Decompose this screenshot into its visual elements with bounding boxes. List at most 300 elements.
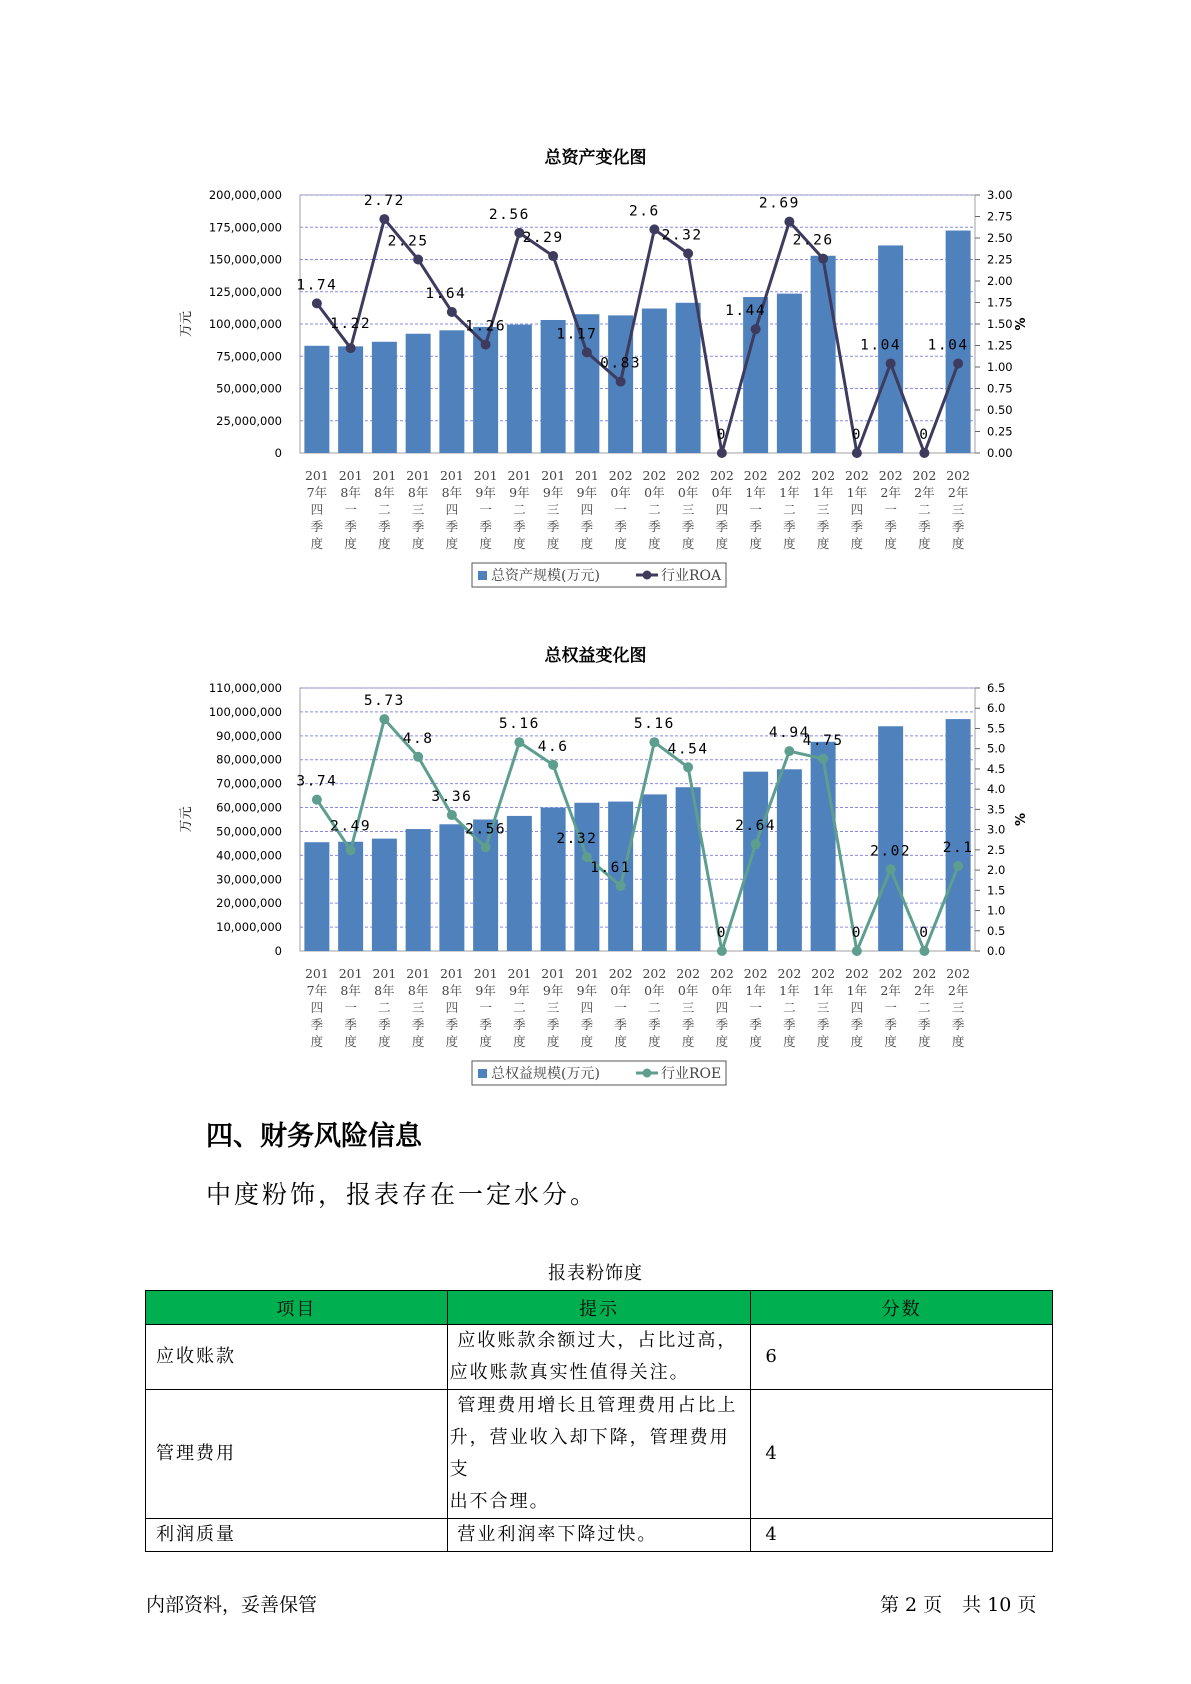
x-tick-label: 度 (681, 536, 695, 551)
bar (608, 802, 633, 951)
x-tick-label: 1年 (812, 983, 834, 998)
bar (878, 726, 903, 951)
legend-bar-swatch (478, 571, 487, 580)
hint-line: 出不合理。 (449, 1491, 550, 1512)
x-tick-label: 四 (715, 502, 729, 517)
legend-line-marker (643, 571, 652, 580)
page-prefix: 第 (880, 1594, 900, 1616)
x-tick-label: 202 (811, 468, 836, 483)
x-tick-label: 一 (344, 1000, 357, 1015)
x-tick-label: 度 (344, 1034, 357, 1049)
x-tick-label: 二 (378, 1000, 391, 1015)
row-hint (447, 1325, 751, 1390)
y2-tick-label: 0.5 (987, 923, 1006, 938)
x-tick-label: 四 (715, 1000, 729, 1015)
line-point (413, 752, 423, 762)
x-tick-label: 201 (541, 468, 566, 483)
x-tick-label: 201 (338, 468, 363, 483)
x-tick-label: 201 (574, 966, 599, 981)
x-tick-label: 度 (411, 1034, 425, 1049)
table-row (146, 1519, 1053, 1552)
x-tick-label: 度 (749, 1034, 762, 1049)
x-tick-label: 季 (749, 519, 762, 534)
x-tick-label: 季 (479, 519, 492, 534)
data-label: 0 (919, 925, 930, 941)
header-item: 项目 (146, 1291, 448, 1325)
x-tick-label: 1年 (846, 485, 868, 500)
x-tick-label: 季 (648, 1017, 661, 1032)
section-text: 中度粉饰，报表存在一定水分。 (206, 1180, 599, 1209)
x-tick-label: 度 (378, 536, 391, 551)
data-label: 2.56 (465, 821, 507, 838)
y-tick-label: 0 (274, 446, 282, 460)
data-label: 1.04 (860, 337, 902, 354)
y-tick-label: 200,000,000 (208, 188, 282, 202)
header-hint: 提示 (447, 1291, 751, 1325)
x-tick-label: 0年 (711, 485, 733, 500)
x-tick-label: 9年 (542, 983, 564, 998)
x-tick-label: 0年 (644, 983, 665, 998)
table-row (146, 1325, 1053, 1390)
line-point (649, 737, 659, 747)
x-tick-label: 季 (951, 519, 965, 534)
x-tick-label: 9年 (475, 485, 496, 500)
bar (811, 742, 836, 951)
x-tick-label: 二 (513, 1000, 526, 1015)
row-hint (447, 1519, 751, 1552)
x-tick-label: 四 (310, 502, 324, 517)
x-tick-label: 季 (783, 1017, 796, 1032)
data-label: 3.74 (296, 773, 338, 790)
x-tick-label: 三 (951, 502, 965, 517)
y2-tick-label: 1.50 (987, 317, 1013, 331)
x-tick-label: 四 (445, 502, 459, 517)
legend-bar-label: 总权益规模(万元) (491, 1066, 600, 1082)
bar (574, 803, 599, 951)
data-label: 2.25 (387, 233, 429, 250)
data-label: 1.64 (425, 285, 467, 302)
y-tick-label: 10,000,000 (216, 920, 282, 935)
y-tick-label: 125,000,000 (208, 284, 282, 299)
data-label: 0 (851, 427, 862, 443)
x-tick-label: 201 (372, 468, 397, 483)
x-tick-label: 202 (912, 966, 937, 981)
data-label: 0 (716, 925, 727, 941)
line-point (784, 217, 794, 227)
legend-bar-label: 总资产规模(万元) (491, 568, 600, 584)
row-score: 4 (751, 1390, 1053, 1519)
data-label: 0.83 (600, 355, 642, 372)
x-tick-label: 8年 (340, 983, 361, 998)
x-tick-label: 季 (681, 519, 695, 534)
x-tick-label: 季 (378, 1017, 391, 1032)
x-tick-label: 度 (513, 1034, 526, 1049)
x-tick-label: 8年 (407, 983, 429, 998)
x-tick-label: 季 (546, 1017, 560, 1032)
x-tick-label: 度 (918, 1034, 931, 1049)
x-tick-label: 201 (507, 966, 532, 981)
line-point (312, 298, 322, 308)
x-tick-label: 1年 (745, 983, 766, 998)
y2-tick-label: 0.00 (987, 446, 1013, 460)
x-tick-label: 一 (344, 502, 357, 517)
x-tick-label: 201 (574, 468, 599, 483)
y2-tick-label: 2.50 (987, 231, 1013, 245)
page-num: 2 (905, 1594, 918, 1616)
x-tick-label: 0年 (677, 983, 699, 998)
x-tick-label: 度 (310, 536, 324, 551)
bar (676, 303, 701, 453)
x-tick-label: 201 (406, 468, 431, 483)
line-point (953, 861, 963, 871)
x-tick-label: 1年 (846, 983, 868, 998)
x-tick-label: 202 (844, 468, 869, 483)
x-tick-label: 度 (783, 536, 796, 551)
x-tick-label: 季 (411, 519, 425, 534)
x-tick-label: 四 (445, 1000, 459, 1015)
x-tick-label: 二 (648, 1000, 661, 1015)
bar (304, 842, 329, 951)
x-tick-label: 2年 (914, 983, 935, 998)
data-label: 2.29 (522, 230, 564, 247)
x-tick-label: 季 (648, 519, 661, 534)
bar (372, 839, 397, 951)
x-tick-label: 2年 (914, 485, 935, 500)
chart-total-assets (0, 140, 1191, 590)
x-tick-label: 度 (310, 1034, 324, 1049)
x-tick-label: 8年 (340, 485, 361, 500)
x-tick-label: 季 (344, 519, 357, 534)
line-point (852, 448, 862, 458)
legend-line-marker (643, 1069, 652, 1078)
bar (507, 816, 532, 951)
x-tick-label: 季 (445, 1017, 459, 1032)
risk-table (145, 1290, 1053, 1552)
x-tick-label: 度 (614, 1034, 627, 1049)
data-label: 2.56 (488, 206, 530, 223)
x-tick-label: 8年 (441, 485, 463, 500)
y2-tick-label: 2.5 (987, 842, 1006, 857)
hint-line: 营业利润率下降过快。 (449, 1524, 658, 1545)
x-tick-label: 201 (338, 966, 363, 981)
table-header-row (146, 1291, 1053, 1325)
chart-title-total-equity: 总权益变化图 (544, 646, 647, 666)
line-point (886, 359, 896, 369)
row-score: 6 (751, 1325, 1053, 1390)
x-tick-label: 度 (749, 536, 762, 551)
data-label: 5.16 (633, 716, 675, 733)
y2-tick-label: 2.75 (987, 209, 1013, 224)
y-tick-label: 70,000,000 (216, 776, 282, 791)
page-word: 页 (923, 1594, 943, 1616)
y2-tick-label: 3.00 (987, 188, 1013, 202)
x-tick-label: 202 (608, 468, 633, 483)
x-tick-label: 季 (310, 1017, 324, 1032)
x-tick-label: 一 (614, 502, 627, 517)
line-point (514, 737, 524, 747)
x-tick-label: 201 (473, 966, 498, 981)
x-tick-label: 四 (850, 502, 864, 517)
chart-title-total-assets: 总资产变化图 (544, 148, 647, 168)
bar (777, 769, 802, 951)
x-tick-label: 一 (749, 1000, 762, 1015)
data-label: 0 (919, 427, 930, 443)
x-tick-label: 1年 (779, 983, 800, 998)
y-tick-label: 150,000,000 (208, 252, 282, 267)
x-tick-label: 201 (439, 966, 464, 981)
y2-tick-label: 1.5 (987, 883, 1006, 898)
total-prefix: 共 (962, 1594, 982, 1616)
x-tick-label: 202 (946, 966, 971, 981)
x-tick-label: 2年 (880, 983, 901, 998)
y2-tick-label: 4.0 (987, 782, 1006, 797)
line-point (447, 810, 457, 820)
x-tick-label: 202 (743, 468, 768, 483)
bar (507, 325, 532, 453)
x-tick-label: 季 (378, 519, 391, 534)
data-label: 2.32 (661, 227, 703, 244)
y-tick-label: 30,000,000 (216, 872, 282, 887)
y2-tick-label: 3.5 (987, 802, 1006, 817)
legend-line-label: 行业ROE (661, 1066, 722, 1082)
x-tick-label: 季 (816, 1017, 830, 1032)
x-tick-label: 202 (844, 966, 869, 981)
y2-tick-label: 0.50 (987, 403, 1013, 417)
x-tick-label: 季 (850, 1017, 864, 1032)
x-tick-label: 202 (642, 966, 667, 981)
bar (338, 842, 363, 951)
bar (946, 719, 971, 951)
x-tick-label: 度 (850, 536, 864, 551)
x-tick-label: 三 (816, 502, 830, 517)
y2-tick-label: 6.5 (987, 681, 1006, 695)
y2-axis-title: % (1014, 812, 1029, 827)
y2-tick-label: 1.75 (987, 295, 1013, 310)
x-tick-label: 度 (850, 1034, 864, 1049)
data-label: 0 (851, 925, 862, 941)
line-point (649, 224, 659, 234)
x-tick-label: 9年 (509, 983, 530, 998)
x-tick-label: 季 (715, 1017, 729, 1032)
bar (743, 772, 768, 951)
y-tick-label: 175,000,000 (208, 220, 282, 235)
x-tick-label: 季 (749, 1017, 762, 1032)
chart-total-equity (0, 638, 1191, 1098)
data-label: 2.69 (758, 195, 800, 212)
footer-page-number (880, 1590, 1042, 1617)
x-tick-label: 202 (777, 966, 802, 981)
line-point (379, 714, 389, 724)
line-point (379, 214, 389, 224)
x-tick-label: 201 (304, 468, 329, 483)
section-heading: 四、财务风险信息 (206, 1121, 422, 1152)
x-tick-label: 度 (648, 1034, 661, 1049)
x-tick-label: 三 (681, 502, 695, 517)
line-point (919, 946, 929, 956)
bar (406, 334, 431, 453)
data-label: 1.17 (556, 326, 598, 343)
bar (642, 309, 667, 453)
x-tick-label: 季 (580, 519, 594, 534)
x-tick-label: 202 (878, 468, 903, 483)
x-tick-label: 202 (743, 966, 768, 981)
x-tick-label: 8年 (441, 983, 463, 998)
data-label: 4.54 (667, 741, 709, 758)
x-tick-label: 度 (344, 536, 357, 551)
data-label: 5.16 (498, 716, 540, 733)
data-label: 2.64 (735, 818, 777, 835)
x-tick-label: 度 (918, 536, 931, 551)
footer-confidential: 内部资料，妥善保管 (146, 1594, 318, 1616)
y-tick-label: 40,000,000 (216, 848, 282, 863)
y2-axis-title: % (1014, 317, 1029, 331)
x-tick-label: 季 (614, 1017, 627, 1032)
x-tick-label: 四 (580, 502, 594, 517)
line-point (616, 377, 626, 387)
x-tick-label: 201 (541, 966, 566, 981)
line-point (751, 324, 761, 334)
bar (439, 824, 464, 951)
x-tick-label: 三 (951, 1000, 965, 1015)
x-tick-label: 度 (546, 536, 560, 551)
y2-tick-label: 0.75 (987, 381, 1013, 396)
bar (642, 794, 667, 951)
data-label: 3.36 (431, 789, 473, 806)
x-tick-label: 季 (783, 519, 796, 534)
data-label: 2.02 (870, 843, 912, 860)
row-item: 管理费用 (146, 1390, 448, 1519)
x-tick-label: 0年 (711, 983, 733, 998)
x-tick-label: 度 (951, 1034, 965, 1049)
data-label: 2.26 (792, 232, 834, 249)
line-point (346, 845, 356, 855)
x-tick-label: 度 (951, 536, 965, 551)
line-point (548, 760, 558, 770)
x-tick-label: 季 (344, 1017, 357, 1032)
x-tick-label: 度 (580, 536, 594, 551)
y2-tick-label: 1.0 (987, 903, 1006, 918)
x-tick-label: 三 (681, 1000, 695, 1015)
y-tick-label: 20,000,000 (216, 896, 282, 911)
data-label: 2.49 (330, 818, 372, 835)
x-tick-label: 季 (310, 519, 324, 534)
x-tick-label: 季 (513, 519, 526, 534)
bar (372, 342, 397, 453)
line-point (919, 448, 929, 458)
data-label: 4.6 (537, 738, 569, 755)
x-tick-label: 二 (783, 502, 796, 517)
y-axis-title: 万元 (179, 806, 194, 833)
x-tick-label: 季 (850, 519, 864, 534)
x-tick-label: 0年 (610, 983, 631, 998)
row-hint (447, 1390, 751, 1519)
line-point (481, 340, 491, 350)
x-tick-label: 8年 (374, 485, 395, 500)
x-tick-label: 9年 (475, 983, 496, 998)
y2-tick-label: 0.0 (987, 944, 1006, 958)
x-tick-label: 季 (918, 519, 931, 534)
x-tick-label: 1年 (745, 485, 766, 500)
hint-line: 管理费用增长且管理费用占比上 (449, 1395, 738, 1416)
data-label: 4.94 (768, 725, 810, 742)
x-tick-label: 二 (783, 1000, 796, 1015)
data-label: 2.1 (942, 840, 974, 857)
x-tick-label: 度 (816, 536, 830, 551)
x-tick-label: 7年 (306, 983, 328, 998)
x-tick-label: 202 (912, 468, 937, 483)
x-tick-label: 201 (372, 966, 397, 981)
x-tick-label: 202 (642, 468, 667, 483)
bar (811, 256, 836, 453)
legend-line-label: 行业ROA (661, 568, 722, 584)
x-tick-label: 度 (513, 536, 526, 551)
x-tick-label: 季 (715, 519, 729, 534)
x-tick-label: 季 (445, 519, 459, 534)
x-tick-label: 一 (479, 1000, 492, 1015)
y-tick-label: 60,000,000 (216, 800, 282, 815)
x-tick-label: 202 (608, 966, 633, 981)
x-tick-label: 一 (749, 502, 762, 517)
x-tick-label: 度 (479, 536, 492, 551)
y2-tick-label: 5.5 (987, 721, 1006, 736)
x-tick-label: 二 (513, 502, 526, 517)
x-tick-label: 四 (310, 1000, 324, 1015)
x-tick-label: 度 (580, 1034, 594, 1049)
data-label: 2.72 (363, 193, 405, 210)
line-point (852, 946, 862, 956)
data-label: 1.04 (927, 337, 969, 354)
bar (439, 330, 464, 453)
data-label: 2.32 (556, 831, 598, 848)
y-tick-label: 50,000,000 (216, 824, 282, 839)
data-label: 1.74 (296, 277, 338, 294)
y2-tick-label: 2.00 (987, 274, 1013, 288)
y2-tick-label: 2.25 (987, 252, 1013, 267)
x-tick-label: 一 (884, 1000, 897, 1015)
x-tick-label: 季 (513, 1017, 526, 1032)
bar (541, 808, 566, 951)
line-point (751, 839, 761, 849)
x-tick-label: 度 (884, 1034, 897, 1049)
row-item: 利润质量 (146, 1519, 448, 1552)
x-tick-label: 季 (546, 519, 560, 534)
x-tick-label: 201 (473, 468, 498, 483)
header-score: 分数 (751, 1291, 1053, 1325)
table-caption: 报表粉饰度 (548, 1263, 643, 1284)
line-point (717, 448, 727, 458)
legend-bar-swatch (478, 1069, 487, 1078)
x-tick-label: 9年 (509, 485, 530, 500)
x-tick-label: 三 (546, 1000, 560, 1015)
y2-tick-label: 1.25 (987, 338, 1013, 353)
line-point (413, 255, 423, 265)
x-tick-label: 二 (918, 502, 931, 517)
x-tick-label: 二 (918, 1000, 931, 1015)
y-tick-label: 0 (274, 944, 282, 958)
line-point (784, 746, 794, 756)
x-tick-label: 一 (479, 502, 492, 517)
x-tick-label: 202 (777, 468, 802, 483)
y-tick-label: 25,000,000 (216, 413, 282, 428)
x-tick-label: 202 (676, 468, 701, 483)
y-tick-label: 90,000,000 (216, 728, 282, 743)
x-tick-label: 度 (378, 1034, 391, 1049)
x-tick-label: 季 (411, 1017, 425, 1032)
y2-tick-label: 2.0 (987, 863, 1006, 878)
x-tick-label: 四 (850, 1000, 864, 1015)
x-tick-label: 1年 (779, 485, 800, 500)
line-point (616, 881, 626, 891)
